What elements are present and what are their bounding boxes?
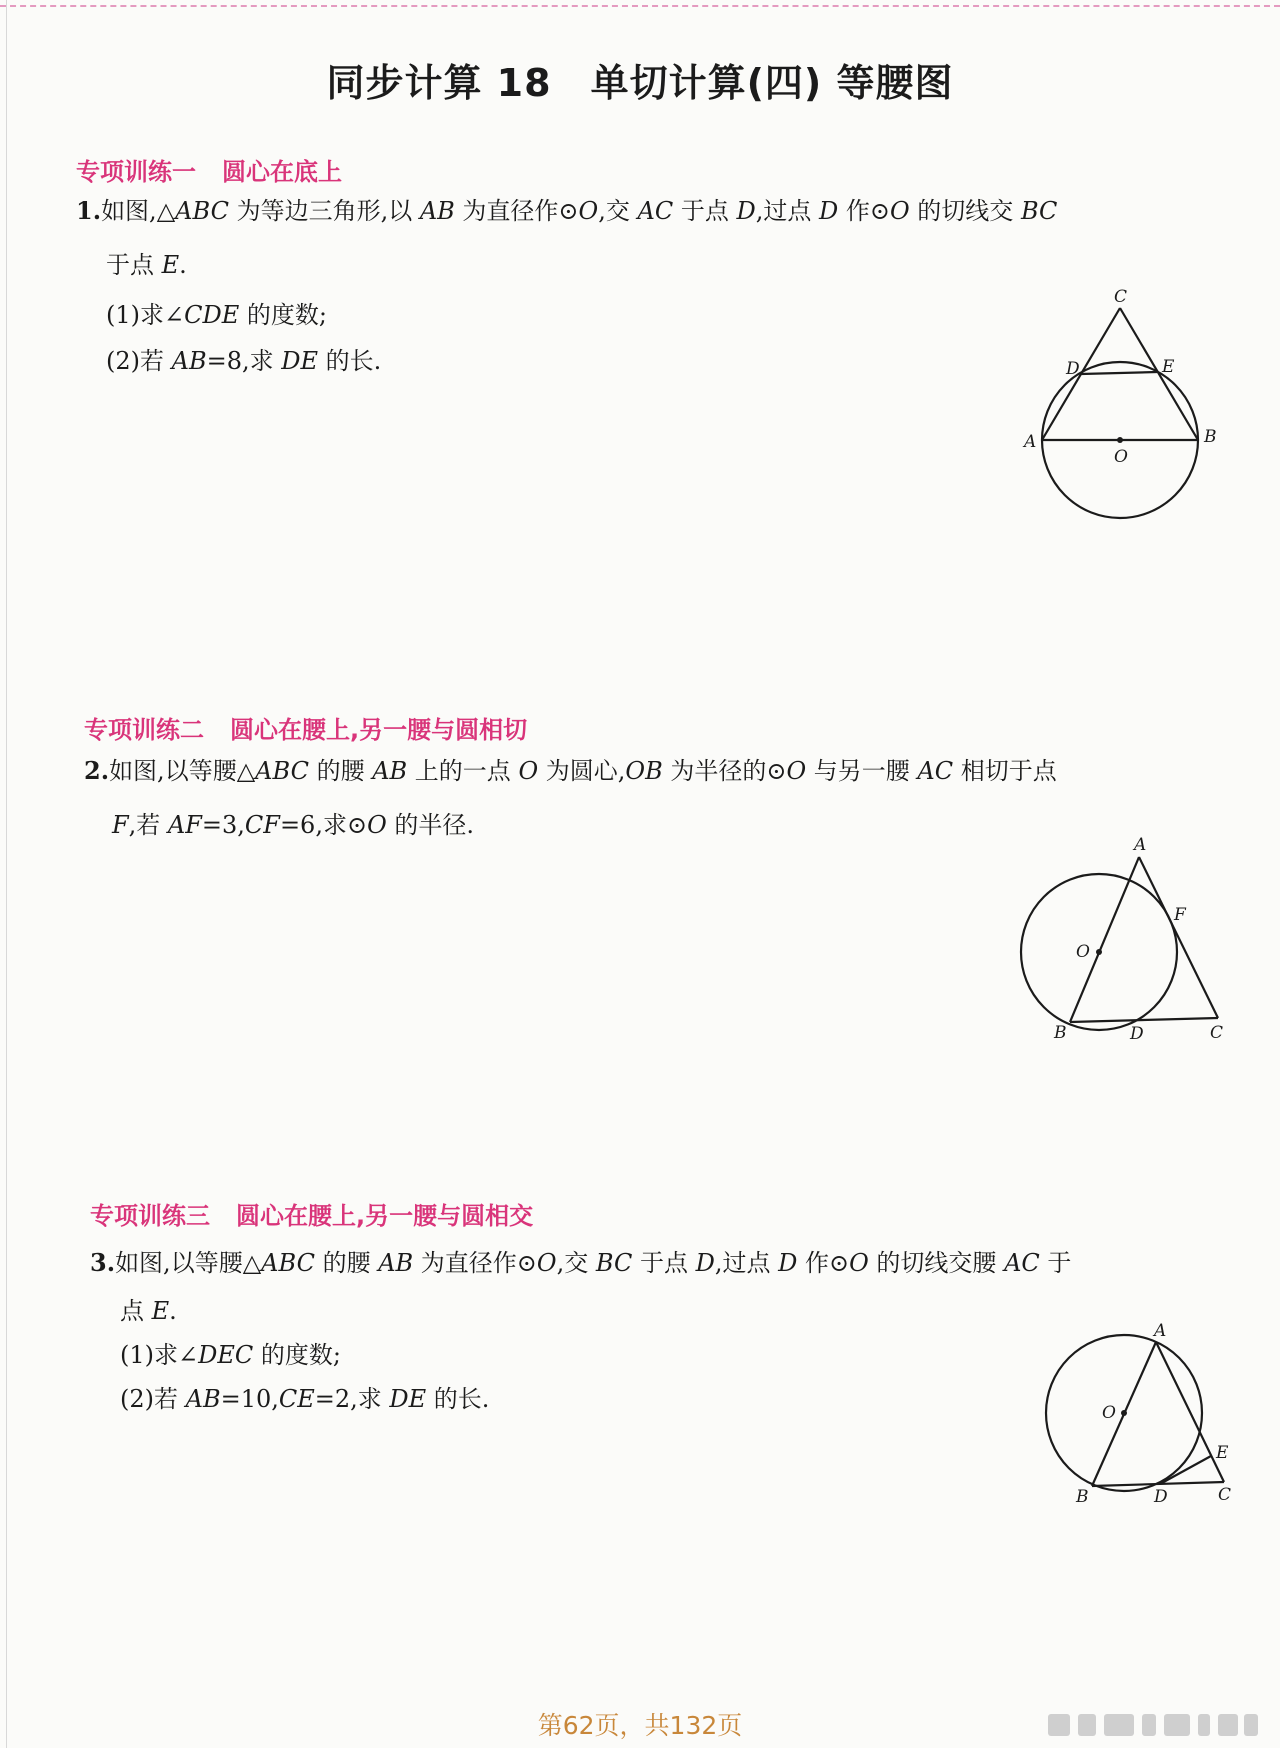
var: CDE [184,301,240,329]
var: ABC [175,197,229,225]
text: 与另一腰 [806,757,918,785]
text: =8,求 [206,347,282,375]
var: AB [419,197,455,225]
text: ,交 [598,197,638,225]
problem-3-line-2 [120,1296,177,1326]
center-point [1117,437,1123,443]
problem-3-question-1 [120,1340,341,1370]
var: CE [278,1385,315,1413]
section-3-heading [90,1196,533,1231]
var: DE [281,347,318,375]
text: (1)求∠ [120,1341,199,1369]
var: O [889,197,910,225]
var: AC [917,757,954,785]
label-b: B [1054,1023,1067,1043]
text: =6,求⊙ [279,811,368,839]
var: DE [389,1385,427,1413]
text: 于 [1039,1249,1072,1277]
section-2-number: 专项训练二 [84,716,204,744]
var: E [161,251,180,279]
label-c: C [1210,1023,1224,1043]
text: =3, [201,811,245,839]
top-dashed-border [0,5,1280,7]
section-3-number: 专项训练三 [90,1202,210,1230]
center-point [1121,1410,1127,1416]
section-2-heading [84,710,527,745]
center-point [1096,949,1102,955]
label-d: D [1154,1487,1168,1507]
text: (2)若 [120,1385,186,1413]
var: O [849,1249,869,1277]
text: 的长. [426,1385,490,1413]
var: AF [167,811,202,839]
text: 如图,以等腰△ [115,1249,262,1277]
text: 为圆心, [538,757,626,785]
text: 的切线交腰 [868,1249,1005,1277]
section-1-number: 专项训练一 [76,158,196,186]
section-2-topic: 圆心在腰上,另一腰与圆相切 [230,716,528,744]
text: 如图,△ [101,197,176,225]
section-1-topic: 圆心在底上 [222,158,342,186]
text: 的腰 [314,1249,379,1277]
text: 为直径作⊙ [413,1249,537,1277]
figure-1 [1010,280,1240,530]
text: . [169,1297,177,1325]
text: 为等边三角形,以 [228,197,420,225]
watermark-logo [1048,1714,1260,1736]
text: 的半径. [386,811,475,839]
text: =2,求 [314,1385,390,1413]
label-a: A [1024,432,1037,452]
var: AB [171,347,207,375]
problem-1-line-2 [106,250,187,280]
text: 为直径作⊙ [454,197,579,225]
var: D [736,197,756,225]
text: ,若 [128,811,168,839]
problem-3-question-2 [120,1384,489,1414]
section-3-topic: 圆心在腰上,另一腰与圆相交 [236,1202,534,1230]
var: F [112,811,129,839]
label-b: B [1076,1487,1089,1507]
label-o: O [1114,447,1128,467]
text: =10, [220,1385,279,1413]
var: BC [595,1249,633,1277]
text: (2)若 [106,347,172,375]
problem-3-number: 3. [90,1248,116,1277]
text: 的长. [318,347,382,375]
var: AB [378,1249,414,1277]
text: 于点 [106,251,162,279]
text: ,过点 [755,197,819,225]
label-c: C [1218,1485,1232,1505]
side-ac [1156,1342,1224,1482]
page-footer: 第62页，共132页 [537,1711,743,1740]
text: 作⊙ [838,197,890,225]
figure-2 [1010,830,1250,1050]
text: 作⊙ [797,1249,850,1277]
label-c: C [1114,287,1128,307]
page-edge [6,0,7,1748]
var: O [578,197,599,225]
var: O [518,757,539,785]
problem-1-question-1 [106,300,327,330]
label-a: A [1154,1321,1167,1341]
text: 为半径的⊙ [662,757,787,785]
problem-2-line-2 [112,810,474,840]
label-e: E [1216,1443,1229,1463]
text: 于点 [673,197,737,225]
page-title: 同步计算 18 单切计算(四) 等腰图 [326,61,954,105]
figure-3 [1030,1310,1260,1520]
label-d: D [1130,1024,1144,1044]
side-ac [1139,857,1218,1018]
text: 点 [120,1297,152,1325]
base-bc [1070,1018,1218,1022]
label-b: B [1204,427,1217,447]
var: AC [637,197,674,225]
problem-3-line-1 [90,1248,1071,1278]
side-bc [1120,308,1198,440]
label-d: D [1066,359,1080,379]
var: D [818,197,839,225]
problem-1-number: 1. [76,196,102,225]
problem-1-line-1 [76,196,1057,226]
var: D [778,1249,798,1277]
side-ab [1070,857,1139,1022]
text: . [179,251,187,279]
var: O [536,1249,557,1277]
label-e: E [1162,357,1175,377]
var: O [786,757,807,785]
var: AB [185,1385,221,1413]
var: ABC [261,1249,315,1277]
text: ,过点 [714,1249,779,1277]
problem-1-question-2 [106,346,381,376]
text: 上的一点 [407,757,519,785]
var: AB [372,757,408,785]
var: D [695,1249,715,1277]
text: 的切线交 [909,197,1021,225]
tangent-de [1081,372,1157,374]
var: CF [244,811,280,839]
label-a: A [1134,835,1147,855]
text: (1)求∠ [106,301,185,329]
text: 如图,以等腰△ [109,757,256,785]
label-o: O [1076,942,1090,962]
problem-2-line-1 [84,756,1057,786]
var: O [367,811,387,839]
var: OB [625,757,663,785]
var: BC [1020,197,1058,225]
text: ,交 [556,1249,596,1277]
text: 的度数; [253,1341,341,1369]
var: AC [1004,1249,1040,1277]
var: E [151,1297,170,1325]
text: 相切于点 [953,757,1057,785]
var: ABC [255,757,309,785]
var: DEC [198,1341,254,1369]
text: 的度数; [239,301,327,329]
section-1-heading [76,152,342,187]
label-f: F [1174,905,1186,925]
text: 于点 [632,1249,696,1277]
problem-2-number: 2. [84,756,110,785]
text: 的腰 [308,757,373,785]
label-o: O [1102,1403,1116,1423]
